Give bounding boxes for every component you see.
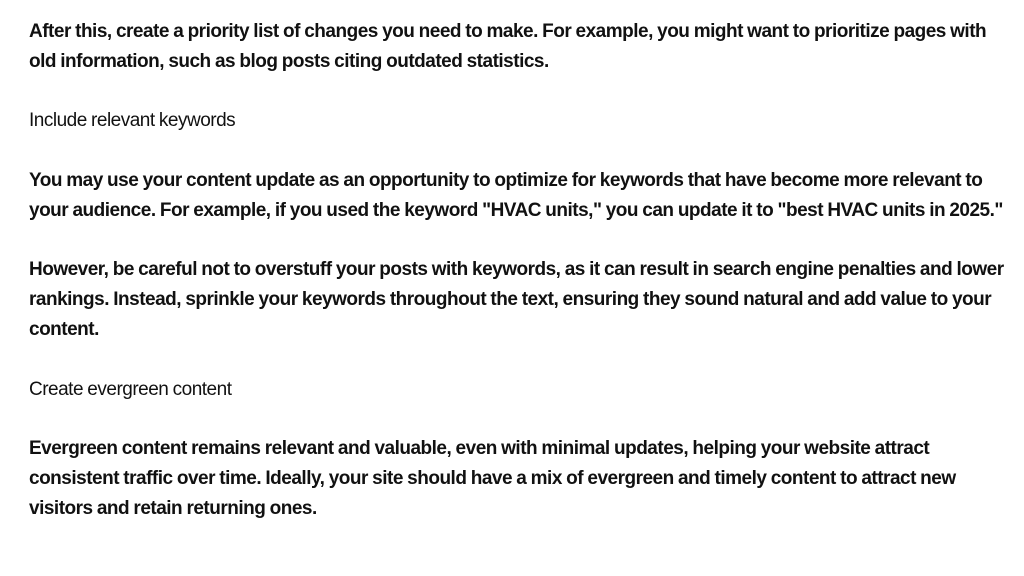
section-heading-keywords: Include relevant keywords <box>29 110 236 132</box>
section-heading-evergreen: Create evergreen content <box>29 378 232 400</box>
spacer <box>29 136 1004 166</box>
spacer <box>29 404 1004 434</box>
spacer <box>29 226 1004 256</box>
paragraph-priority-list: After this, create a priority list of changes you need to make. For example, you might want to prioritize pages with old information, such as blog posts citing outdated statistics. <box>29 21 987 72</box>
paragraph-evergreen-content: Evergreen content remains relevant and valuable, even with minimal updates, helping your website attract consistent traffic over time. Ideally, your site should have a mix of evergreen and timely content to attract new visitors and retain returning ones. <box>29 438 956 519</box>
paragraph-keywords-caution: However, be careful not to overstuff your posts with keywords, as it can result in search engine penalties and lower rankings. Instead, sprinkle your keywords throughout the text, ensuring they sound natural and add value to your content. <box>29 259 1004 340</box>
paragraph-keywords-update: You may use your content update as an opportunity to optimize for keywords that have become more relevant to your audience. For example, if you used the keyword "HVAC units," you can update it to "best HVAC units in 2025." <box>29 169 1003 221</box>
spacer <box>29 345 1004 375</box>
spacer <box>29 77 1004 107</box>
